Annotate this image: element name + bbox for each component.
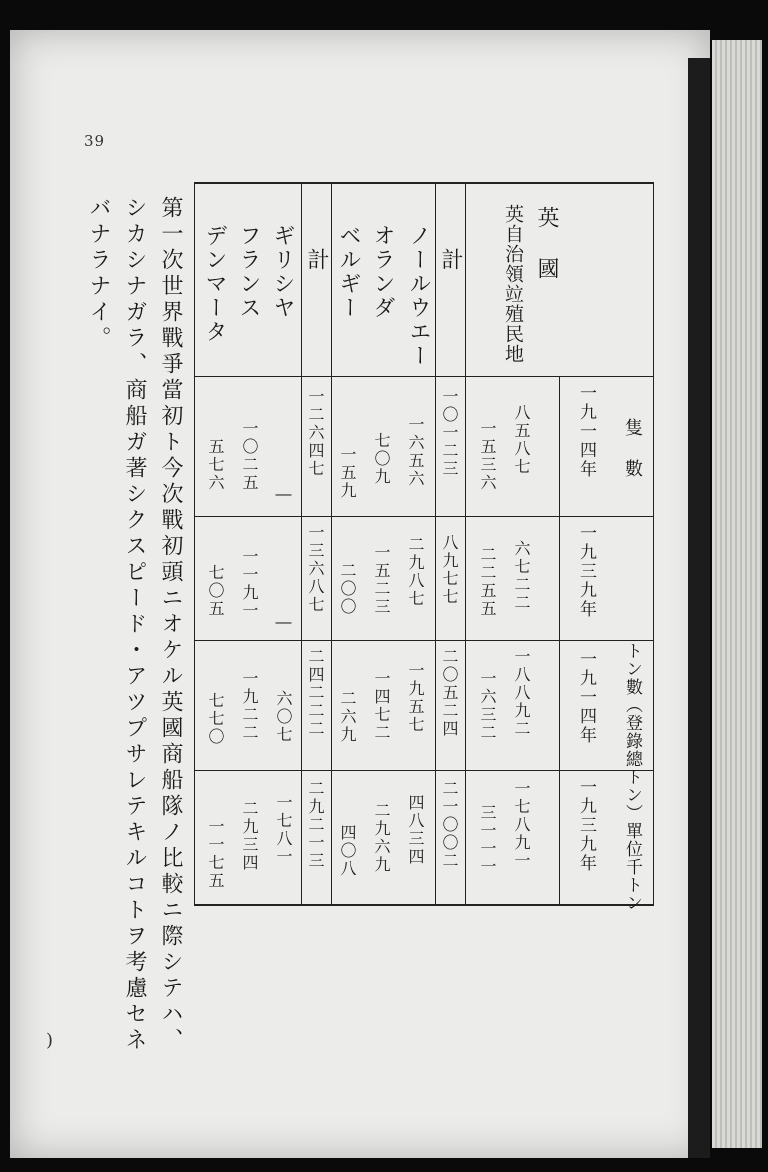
row-rule <box>195 516 653 517</box>
ship-comparison-table <box>194 182 654 912</box>
value-cell: 一七八九一 <box>512 780 531 870</box>
header-tonnage-label: トン數（登錄總トン）單位千トン <box>622 642 642 912</box>
value-cell: 一五九 <box>338 446 357 500</box>
row-label-netherlands: オランダ <box>370 224 395 320</box>
value-cell: 六七二二 <box>512 540 531 612</box>
value-cell: 二九六九 <box>372 802 391 874</box>
year-1939-count: 一九三九年 <box>576 524 596 619</box>
value-cell: 一二六四七 <box>306 388 325 478</box>
row-label-britain: 英 國 <box>534 206 559 281</box>
value-cell: ― <box>274 484 293 505</box>
value-cell: 一六三二 <box>478 670 497 742</box>
row-label-belgium: ベルギー <box>336 224 361 320</box>
col-rule <box>301 184 302 904</box>
value-cell: 二〇〇 <box>338 562 357 616</box>
value-cell: 一九二二 <box>240 670 259 742</box>
value-cell: 二九三四 <box>240 800 259 872</box>
row-rule <box>195 640 653 641</box>
row-label-france: フランス <box>236 224 261 320</box>
value-cell: 五七六 <box>206 438 225 492</box>
value-cell: 二六九 <box>338 690 357 744</box>
value-cell: 二二五五 <box>478 546 497 618</box>
value-cell: 七七〇 <box>206 692 225 746</box>
value-cell: 一九五七 <box>406 662 425 734</box>
col-rule <box>465 184 466 904</box>
value-cell: 八五八七 <box>512 404 531 476</box>
page-number: 39 <box>84 132 106 150</box>
value-cell: 七〇九 <box>372 432 391 486</box>
value-cell: 四八三四 <box>406 794 425 866</box>
row-label-subtotal-2: 計 <box>304 248 329 272</box>
value-cell: 八九七七 <box>440 534 459 606</box>
row-rule <box>195 770 653 771</box>
value-cell: 二四二二二 <box>306 648 325 738</box>
value-cell: 一一九一 <box>240 548 259 620</box>
row-label-norway: ノールウエー <box>406 224 431 368</box>
col-rule <box>435 184 436 904</box>
value-cell: 二九八七 <box>406 536 425 608</box>
year-1939-tonnage: 一九三九年 <box>576 778 596 873</box>
value-cell: 一八八九二 <box>512 648 531 738</box>
value-cell: 三一一一 <box>478 804 497 876</box>
value-cell: 一五三六 <box>478 420 497 492</box>
col-rule <box>559 376 560 904</box>
value-cell: 一三六八七 <box>306 524 325 614</box>
row-label-greece: ギリシヤ <box>270 224 295 320</box>
value-cell: 一〇一二三 <box>440 388 459 478</box>
header-number-label: 隻 數 <box>622 418 643 478</box>
value-cell: 二〇五二四 <box>440 648 459 738</box>
row-label-subtotal-1: 計 <box>438 248 463 272</box>
value-cell: 一七八一 <box>274 794 293 866</box>
header-rule <box>195 376 653 377</box>
value-cell: 一五二三 <box>372 544 391 616</box>
value-cell: 二九二一三 <box>306 780 325 870</box>
value-cell: 六〇七 <box>274 690 293 744</box>
row-label-dominions: 英自治領竝殖民地 <box>502 204 524 364</box>
value-cell: 七〇五 <box>206 564 225 618</box>
year-1914-count: 一九一四年 <box>576 384 596 479</box>
value-cell: 四〇八 <box>338 824 357 878</box>
year-1914-tonnage: 一九一四年 <box>576 650 596 745</box>
margin-mark: ) <box>46 1030 54 1051</box>
value-cell: ― <box>274 612 293 633</box>
page-gutter-shadow <box>688 58 710 1158</box>
value-cell: 一六五六 <box>406 416 425 488</box>
value-cell: 一一七五 <box>206 818 225 890</box>
body-paragraph: 第一次世界戰爭當初ト今次戰初頭ニオケル英國商船隊ノ比較ニ際シテハ、シカシナガラ、商船ガ著シクスピード・アツプサレテキルコトヲ考慮セネバナラナイ。 <box>86 196 183 1054</box>
value-cell: 二一〇〇二 <box>440 780 459 870</box>
col-rule <box>331 184 332 904</box>
row-label-denmark: デンマータ <box>202 224 227 344</box>
value-cell: 一〇二五 <box>240 420 259 492</box>
value-cell: 一四七二 <box>372 670 391 742</box>
page-edge-stack <box>712 40 762 1148</box>
